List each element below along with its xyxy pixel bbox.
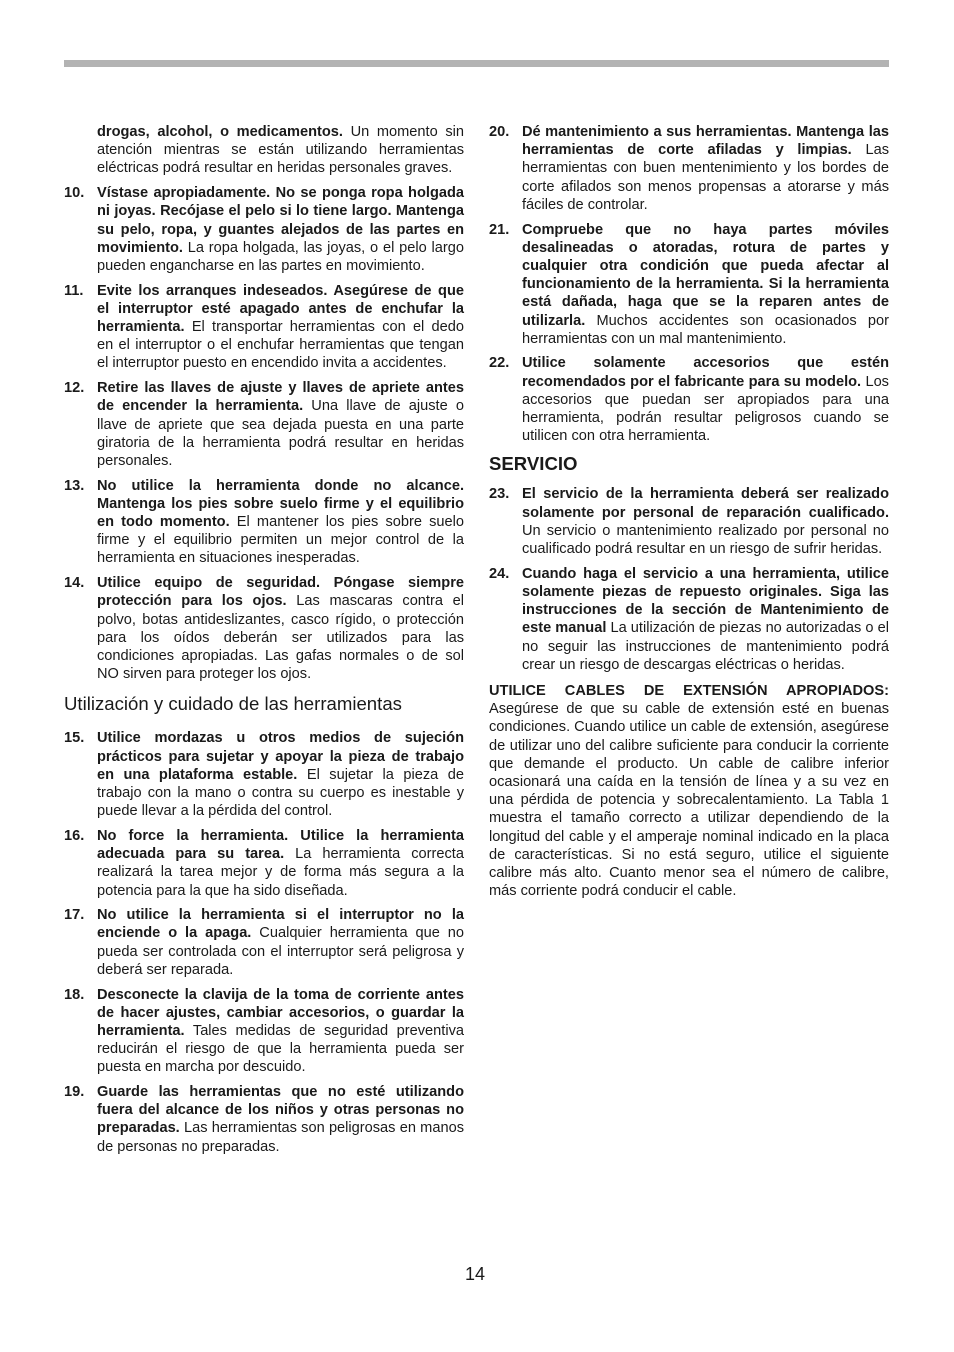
item-text: Muchos accidentes son ocasionados por herramientas con un mal mantenimiento. [522, 312, 889, 347]
item-text: Las herramientas con buen mentenimiento y los bordes de corte afilados son menos propensas a atorarse y más fáciles de controlar. [522, 142, 889, 213]
item-text: Los accesorios que puedan ser apropiados para una herramienta, podrán resultar peligrosos cuando se utilicen con otra herramienta. [522, 373, 889, 445]
item-text: La utilización de piezas no autorizadas o el no seguir las instrucciones de mantenimiento podrá crear un riesgo de descargas eléctricas o heridas. [522, 620, 889, 673]
item-bold-text: No utilice la herramienta si el interruptor no la enciende o la apaga. [97, 907, 464, 942]
item-number: 24. [489, 565, 510, 582]
item-bold-text: No force la herramienta. Utilice la herramienta adecuada para su tarea. [97, 827, 464, 863]
left-list-b [64, 729, 464, 1155]
intro-bold: drogas, alcohol, o medicamentos. [97, 124, 343, 140]
item-text: Una llave de ajuste o llave de apriete que sea dejada puesta en una parte giratoria de la herramienta podrá resultar en heridas personales. [97, 398, 464, 469]
item-number: 10. [64, 185, 85, 202]
left-list-a [64, 184, 464, 683]
list-item [489, 221, 889, 348]
item-bold-text: Dé mantenimiento a sus herramientas. Mantenga las herramientas de corte afiladas y limpias. [522, 124, 889, 159]
intro-text: Un momento sin atención mientras se están utilizando herramientas eléctricas podrá resultar en heridas personales graves. [97, 124, 464, 177]
list-item [64, 1083, 464, 1156]
item-bold-text: Vístase apropiadamente. No se ponga ropa holgada ni joyas. Recójase el pelo si lo tiene largo. Mantenga su pelo, ropa, y guantes alejados de las partes en movimiento. [97, 185, 464, 256]
list-item [489, 485, 889, 558]
item-bold-text: Utilice equipo de seguridad. Póngase siempre protección para los ojos. [97, 575, 464, 610]
right-list-a [489, 123, 889, 445]
item-number: 12. [64, 380, 85, 397]
section-heading-tools: Utilización y cuidado de las herramientas [64, 693, 402, 715]
right-list-b [489, 485, 889, 674]
extension-bold: UTILICE CABLES DE EXTENSIÓN APROPIADOS: [489, 682, 889, 699]
item-number: 21. [489, 221, 510, 238]
list-item [64, 184, 464, 275]
list-item [489, 123, 889, 214]
item-number: 16. [64, 827, 85, 844]
list-item [64, 729, 464, 820]
section-heading-servicio: SERVICIO [489, 453, 578, 475]
item-bold-text: Evite los arranques indeseados. Asegúrese de que el interruptor esté apagado antes de enchufar la herramienta. [97, 282, 464, 336]
item-bold-text: Guarde las herramientas que no esté utilizando fuera del alcance de los niños y otras personas no preparadas. [97, 1084, 464, 1137]
extension-cables-paragraph [489, 682, 889, 900]
item-text: La ropa holgada, las joyas, o el pelo largo pueden engancharse en las partes en movimiento. [97, 239, 464, 274]
list-item [64, 827, 464, 900]
right-column [489, 123, 889, 900]
item-text: La herramienta correcta realizará la tarea mejor y de forma más segura a la potencia para la que ha sido diseñada. [97, 846, 464, 899]
item-bold-text: Utilice solamente accesorios que estén recomendados por el fabricante para su modelo. [522, 355, 889, 390]
item-text: El transportar herramientas con el dedo en el interruptor o el enchufar herramientas que tengan el interruptor puesto en encendido invita a accidentes. [97, 319, 464, 372]
item-number: 14. [64, 575, 85, 592]
item-number: 19. [64, 1084, 85, 1101]
list-item [64, 282, 464, 373]
item-bold-text: Compruebe que no haya partes móviles desalineadas o atoradas, rotura de partes y cualquier otra condición que pueda afectar al funcionamiento de la herramienta. Si la herramienta está dañada, haga que se la reparen antes de utilizarla. [522, 221, 889, 329]
item-bold-text: El servicio de la herramienta deberá ser realizado solamente por personal de reparación cualificado. [522, 486, 889, 521]
item-bold-text: Desconecte la clavija de la toma de corriente antes de hacer ajustes, cambiar accesorios, o guardar la herramienta. [97, 986, 464, 1039]
item-text: Las herramientas son peligrosas en manos de personas no preparadas. [97, 1120, 464, 1155]
item-bold-text: Cuando haga el servicio a una herramienta, utilice solamente piezas de repuesto originales. Siga las instrucciones de la sección de Mantenimiento de este manual [522, 565, 889, 637]
left-column [64, 123, 464, 1162]
header-rule [64, 60, 889, 67]
item-number: 17. [64, 907, 85, 924]
list-item [64, 986, 464, 1077]
item-bold-text: Utilice mordazas u otros medios de sujeción prácticos para sujetar y apoyar la pieza de trabajo en una plataforma estable. [97, 730, 464, 783]
item-number: 13. [64, 477, 85, 494]
item-bold-text: No utilice la herramienta donde no alcance. Mantenga los pies sobre suelo firme y el equilibrio en todo momento. [97, 477, 464, 531]
intro-paragraph [64, 123, 464, 178]
list-item [489, 565, 889, 674]
item-number: 22. [489, 355, 510, 372]
item-number: 11. [64, 282, 84, 299]
item-text: Cualquier herramienta que no pueda ser controlada con el interruptor será peligrosa y deberá ser reparada. [97, 925, 465, 978]
list-item [64, 574, 464, 683]
list-item [64, 906, 464, 979]
item-text: El sujetar la pieza de trabajo con la mano o contra su cuerpo es inestable y puede llevar a la pérdida del control. [97, 766, 464, 820]
item-number: 18. [64, 986, 85, 1003]
item-text: Tales medidas de seguridad preventiva reducirán el riesgo de que la herramienta pueda ser puesta en marcha por descuido. [97, 1022, 464, 1076]
list-item [489, 354, 889, 445]
list-item [64, 477, 464, 568]
item-number: 15. [64, 730, 85, 747]
item-text: El mantener los pies sobre suelo firme y el equilibrio permiten un mejor control de la herramienta en situaciones inesperadas. [97, 514, 464, 567]
item-bold-text: Retire las llaves de ajuste y llaves de apriete antes de encender la herramienta. [97, 380, 464, 415]
page-number: 14 [465, 1264, 486, 1284]
item-text: Las mascaras contra el polvo, botas antideslizantes, casco rígido, o protección para los oídos deberán ser utilizados para las condiciones apropiadas. Las gafas normales o de sol NO sirven para proteger los ojos. [97, 593, 464, 683]
extension-text: Asegúrese de que su cable de extensión esté en buenas condiciones. Cuando utilice un cable de extensión, asegúrese de utilizar uno del calibre suficiente para conducir la corriente que demande el producto. Un cable de calibre inferior ocasionará una caída en la tensión de línea y a su vez en una pérdida de potencia y sobrecalentamiento. La Tabla 1 muestra el tamaño correcto a utilizar dependiendo de la longitud del cable y el amperaje nominal indicado en la placa de características. Si no está seguro, utilice el siguiente calibre más alto. Cuanto menor sea el número de calibre, más corriente podrá conducir el cable. [489, 701, 889, 900]
list-item [64, 379, 464, 470]
item-number: 20. [489, 124, 510, 140]
item-number: 23. [489, 486, 510, 503]
item-text: Un servicio o mantenimiento realizado por personal no cualificado podrá resultar en un riesgo de sufrir heridas. [522, 522, 889, 558]
